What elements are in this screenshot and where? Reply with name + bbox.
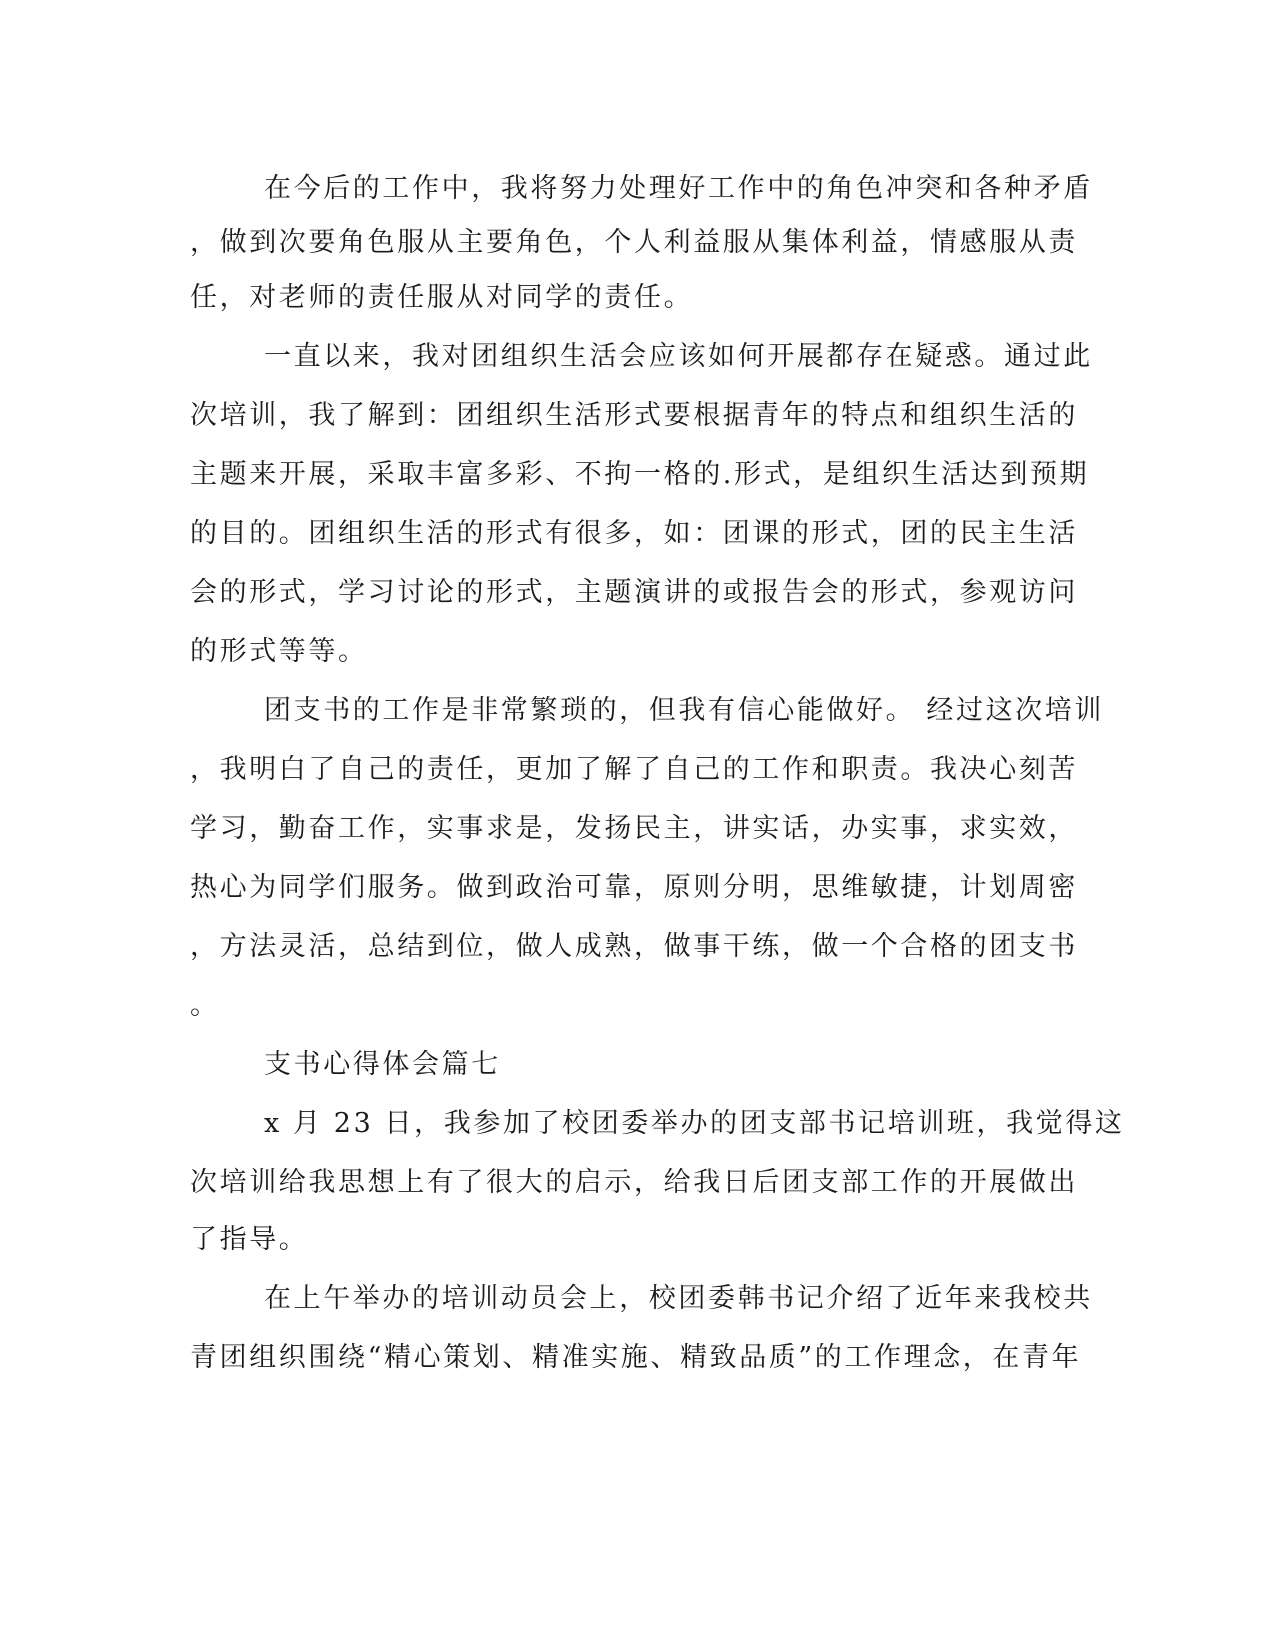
paragraph-line: x 月 23 日，我参加了校团委举办的团支部书记培训班，我觉得这 bbox=[264, 1108, 1125, 1139]
paragraph-line: 次培训，我了解到：团组织生活形式要根据青年的特点和组织生活的 bbox=[190, 400, 1078, 431]
paragraph-line: 青团组织围绕“精心策划、精准实施、精致品质”的工作理念，在青年 bbox=[190, 1342, 1082, 1373]
paragraph-line: 次培训给我思想上有了很大的启示，给我日后团支部工作的开展做出 bbox=[190, 1167, 1078, 1198]
paragraph-line: 团支书的工作是非常繁琐的，但我有信心能做好。 经过这次培训 bbox=[264, 695, 1104, 726]
paragraph-line: 热心为同学们服务。做到政治可靠，原则分明，思维敏捷，计划周密 bbox=[190, 872, 1078, 903]
paragraph-line: 的形式等等。 bbox=[190, 636, 368, 667]
paragraph-line: ，做到次要角色服从主要角色，个人利益服从集体利益，情感服从责 bbox=[190, 227, 1078, 258]
paragraph-line: 一直以来，我对团组织生活会应该如何开展都存在疑惑。通过此 bbox=[264, 341, 1093, 372]
paragraph-line: 了指导。 bbox=[190, 1224, 309, 1255]
paragraph-line: ，方法灵活，总结到位，做人成熟，做事干练，做一个合格的团支书 bbox=[190, 931, 1078, 962]
paragraph-line: 在上午举办的培训动员会上，校团委韩书记介绍了近年来我校共 bbox=[264, 1283, 1093, 1314]
paragraph-line: 在今后的工作中，我将努力处理好工作中的角色冲突和各种矛盾 bbox=[264, 173, 1093, 204]
section-heading: 支书心得体会篇七 bbox=[264, 1049, 501, 1080]
paragraph-line: ，我明白了自己的责任，更加了解了自己的工作和职责。我决心刻苦 bbox=[190, 754, 1078, 785]
paragraph-line: 主题来开展，采取丰富多彩、不拘一格的.形式，是组织生活达到预期 bbox=[190, 459, 1090, 490]
paragraph-line: 的目的。团组织生活的形式有很多，如：团课的形式，团的民主生活 bbox=[190, 518, 1078, 549]
paragraph-line: 。 bbox=[190, 990, 220, 1021]
paragraph-line: 会的形式，学习讨论的形式，主题演讲的或报告会的形式，参观访问 bbox=[190, 577, 1078, 608]
paragraph-line: 任，对老师的责任服从对同学的责任。 bbox=[190, 282, 694, 313]
paragraph-line: 学习，勤奋工作，实事求是，发扬民主，讲实话，办实事，求实效， bbox=[190, 813, 1078, 844]
